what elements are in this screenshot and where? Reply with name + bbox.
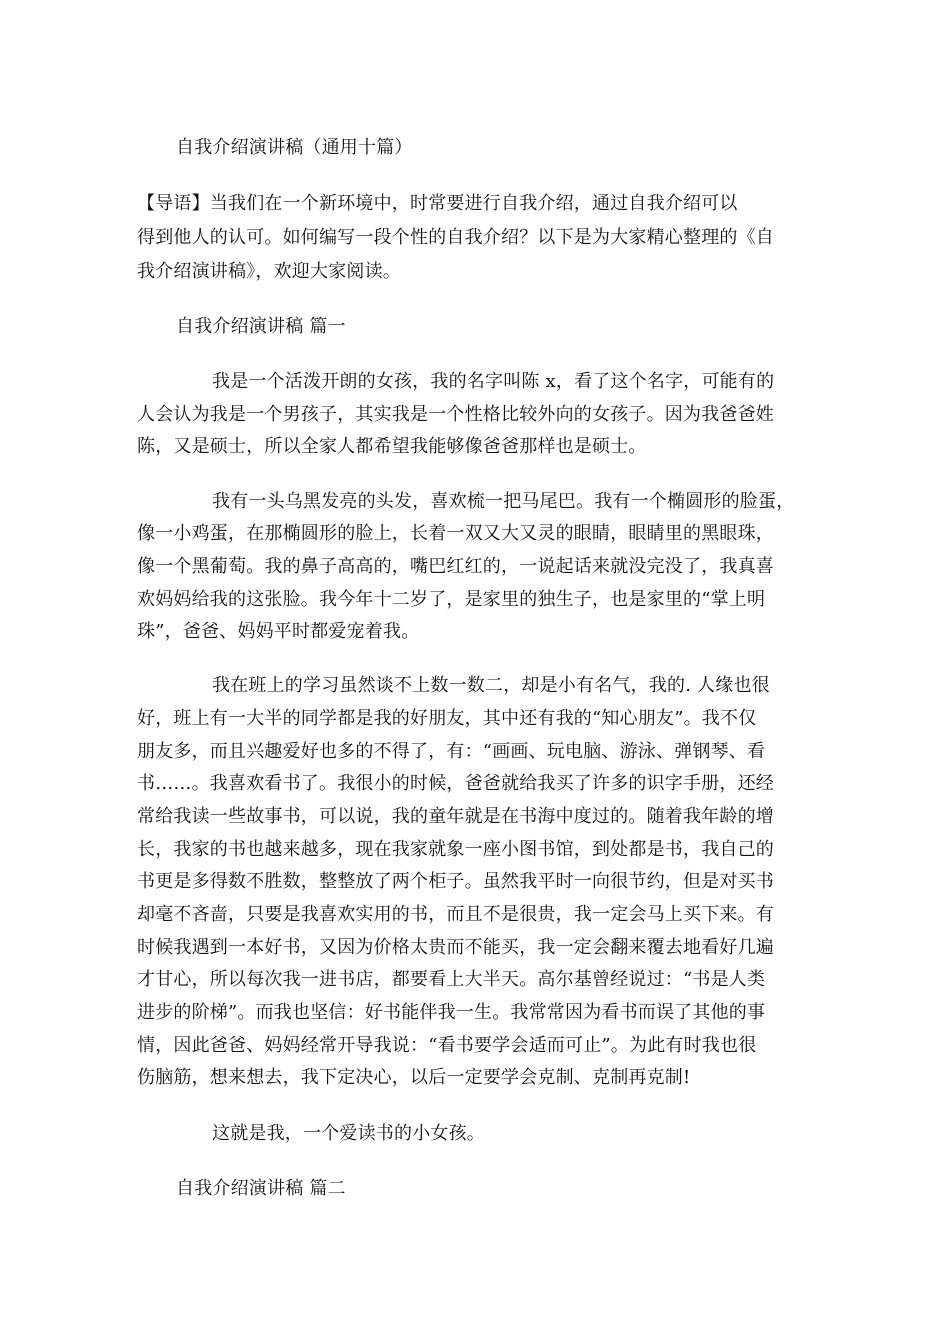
para2-line-2: 像一小鸡蛋，在那椭圆形的脸上，长着一双又大又灵的眼睛，眼睛里的黑眼珠， [137, 523, 774, 544]
intro-line-2: 得到他人的认可。如何编写一段个性的自我介绍？以下是为大家精心整理的《自 [137, 227, 774, 248]
para4-line-1: 这就是我，一个爱读书的小女孩。 [212, 1123, 485, 1144]
para2-line-3: 像一个黑葡萄。我的鼻子高高的，嘴巴红红的，一说起话来就没完没了，我真喜 [137, 556, 774, 577]
para3-line-6: 长，我家的书也越来越多，现在我家就象一座小图书馆，到处都是书，我自己的 [137, 839, 774, 860]
para3-line-3: 朋友多，而且兴趣爱好也多的不得了，有：“画画、玩电脑、游泳、弹钢琴、看 [137, 741, 766, 762]
para3-line-12: 情，因此爸爸、妈妈经常开导我说：“看书要学会适而可止”。为此有时我也很 [137, 1035, 757, 1056]
para2-line-1: 我有一头乌黑发亮的头发，喜欢梳一把马尾巴。我有一个椭圆形的脸蛋， [212, 491, 795, 512]
para3-line-10: 才甘心，所以每次我一进书店，都要看上大半天。高尔基曾经说过：“书是人类 [137, 969, 766, 990]
document-title: 自我介绍演讲稿（通用十篇） [176, 137, 413, 158]
intro-line-1: 【导语】当我们在一个新环境中，时常要进行自我介绍，通过自我介绍可以 [137, 193, 738, 214]
para1-line-3: 陈，又是硕士，所以全家人都希望我能够像爸爸那样也是硕士。 [137, 436, 647, 457]
para2-line-4: 欢妈妈给我的这张脸。我今年十二岁了，是家里的独生子，也是家里的“掌上明 [137, 589, 766, 610]
para3-line-9: 时候我遇到一本好书，又因为价格太贵而不能买，我一定会翻来覆去地看好几遍 [137, 937, 774, 958]
para3-line-2: 好，班上有一大半的同学都是我的好朋友，其中还有我的“知心朋友”。我不仅 [137, 708, 757, 729]
para3-line-1: 我在班上的学习虽然谈不上数一数二，却是小有名气，我的. 人缘也很 [212, 675, 770, 696]
para3-line-5: 常给我读一些故事书，可以说，我的童年就是在书海中度过的。随着我年龄的增 [137, 806, 774, 827]
para3-line-7: 书更是多得数不胜数，整整放了两个柜子。虽然我平时一向很节约，但是对买书 [137, 871, 774, 892]
para2-line-5: 珠”，爸爸、妈妈平时都爱宠着我。 [137, 621, 420, 642]
para3-line-4: 书……。我喜欢看书了。我很小的时候，爸爸就给我买了许多的识字手册，还经 [137, 773, 774, 794]
para3-line-13: 伤脑筋，想来想去，我下定决心，以后一定要学会克制、克制再克制! [137, 1067, 691, 1088]
para3-line-11: 进步的阶梯”。而我也坚信：好书能伴我一生。我常常因为看书而误了其他的事 [137, 1002, 766, 1023]
para3-line-8: 却毫不吝啬，只要是我喜欢实用的书，而且不是很贵，我一定会马上买下来。有 [137, 904, 774, 925]
section-2-heading: 自我介绍演讲稿 篇二 [176, 1178, 346, 1199]
para1-line-2: 人会认为我是一个男孩子，其实我是一个性格比较外向的女孩子。因为我爸爸姓 [137, 404, 774, 425]
section-1-heading: 自我介绍演讲稿 篇一 [176, 316, 346, 337]
intro-line-3: 我介绍演讲稿》，欢迎大家阅读。 [137, 261, 401, 282]
para1-line-1: 我是一个活泼开朗的女孩，我的名字叫陈 x，看了这个名字，可能有的 [212, 371, 775, 392]
